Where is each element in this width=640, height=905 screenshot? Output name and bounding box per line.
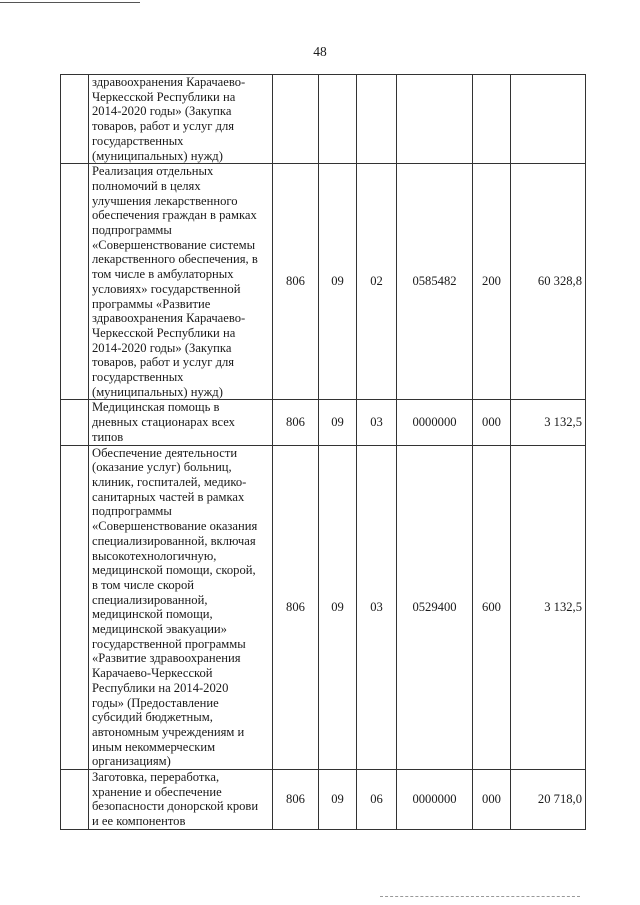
expense-type-cell: 600 bbox=[473, 445, 511, 769]
target-article-cell bbox=[397, 75, 473, 164]
description-line: Республики на 2014-2020 bbox=[92, 680, 229, 695]
section-cell bbox=[319, 75, 357, 164]
budget-code-cell: 806 bbox=[273, 400, 319, 445]
description-line: том числе в амбулаторных bbox=[92, 267, 234, 282]
description-line: Черкесской Республики на bbox=[92, 89, 236, 104]
description-line: Заготовка, переработка, bbox=[92, 770, 220, 785]
table-body bbox=[61, 75, 586, 830]
subsection-cell bbox=[357, 75, 397, 164]
description-line: организациям) bbox=[92, 754, 171, 769]
description-cell bbox=[89, 164, 273, 400]
description-cell bbox=[89, 770, 273, 830]
description-line: дневных стационарах всех bbox=[92, 415, 235, 430]
description-line: медицинской эвакуации» bbox=[92, 622, 227, 637]
subsection-cell: 03 bbox=[357, 445, 397, 769]
amount-cell: 3 132,5 bbox=[511, 445, 586, 769]
row-number-cell bbox=[61, 400, 89, 445]
target-article-cell: 0000000 bbox=[397, 400, 473, 445]
description-line: годы» (Предоставление bbox=[92, 695, 219, 710]
description-line: здравоохранения Карачаево- bbox=[92, 311, 246, 326]
amount-cell: 60 328,8 bbox=[511, 164, 586, 400]
description-line: «Совершенствование оказания bbox=[92, 519, 258, 534]
amount-cell: 3 132,5 bbox=[511, 400, 586, 445]
budget-code-cell: 806 bbox=[273, 445, 319, 769]
description-line: 2014-2020 годы» (Закупка bbox=[92, 104, 232, 119]
description-line: санитарных частей в рамках bbox=[92, 489, 245, 504]
description-line: 2014-2020 годы» (Закупка bbox=[92, 340, 232, 355]
table-row bbox=[61, 400, 586, 445]
description-line: здравоохранения Карачаево- bbox=[92, 75, 246, 89]
description-line: лекарственного обеспечения, в bbox=[92, 252, 258, 267]
expense-type-cell: 000 bbox=[473, 770, 511, 830]
description-line: субсидий бюджетным, bbox=[92, 710, 213, 725]
section-cell: 09 bbox=[319, 164, 357, 400]
description-cell bbox=[89, 400, 273, 445]
amount-cell bbox=[511, 75, 586, 164]
scan-bottom-mark bbox=[380, 896, 580, 897]
budget-table bbox=[60, 74, 586, 830]
description-line: Реализация отдельных bbox=[92, 164, 214, 179]
table-row bbox=[61, 75, 586, 164]
subsection-cell: 02 bbox=[357, 164, 397, 400]
description-line: подпрограммы bbox=[92, 504, 172, 519]
description-line: специализированной, включая bbox=[92, 533, 256, 548]
target-article-cell: 0585482 bbox=[397, 164, 473, 400]
page-number: 48 bbox=[313, 44, 327, 59]
description-line: государственной программы bbox=[92, 636, 246, 651]
description-line: (оказание услуг) больниц, bbox=[92, 460, 232, 475]
table-row bbox=[61, 770, 586, 830]
row-number-cell bbox=[61, 445, 89, 769]
description-cell bbox=[89, 445, 273, 769]
description-line: государственных bbox=[92, 370, 184, 385]
budget-code-cell: 806 bbox=[273, 770, 319, 830]
expense-type-cell: 000 bbox=[473, 400, 511, 445]
amount-cell: 20 718,0 bbox=[511, 770, 586, 830]
subsection-cell: 06 bbox=[357, 770, 397, 830]
description-line: государственных bbox=[92, 133, 184, 148]
row-number-cell bbox=[61, 164, 89, 400]
target-article-cell: 0000000 bbox=[397, 770, 473, 830]
description-line: в том числе скорой bbox=[92, 577, 194, 592]
description-line: (муниципальных) нужд) bbox=[92, 148, 223, 163]
description-line: высокотехнологичную, bbox=[92, 548, 217, 563]
section-cell: 09 bbox=[319, 400, 357, 445]
description-line: улучшения лекарственного bbox=[92, 193, 238, 208]
description-line: подпрограммы bbox=[92, 223, 172, 238]
target-article-cell: 0529400 bbox=[397, 445, 473, 769]
budget-code-cell bbox=[273, 75, 319, 164]
description-line: и ее компонентов bbox=[92, 814, 186, 829]
description-line: хранение и обеспечение bbox=[92, 784, 222, 799]
description-line: Черкесской Республики на bbox=[92, 325, 236, 340]
table-row bbox=[61, 164, 586, 400]
section-cell: 09 bbox=[319, 770, 357, 830]
section-cell: 09 bbox=[319, 445, 357, 769]
description-line: программы «Развитие bbox=[92, 296, 211, 311]
scan-corner-mark bbox=[0, 2, 140, 3]
description-line: специализированной, bbox=[92, 592, 208, 607]
description-line: иным некоммерческим bbox=[92, 739, 216, 754]
description-line: условиях» государственной bbox=[92, 281, 241, 296]
budget-code-cell: 806 bbox=[273, 164, 319, 400]
description-line: автономным учреждениям и bbox=[92, 724, 245, 739]
row-number-cell bbox=[61, 770, 89, 830]
description-line: (муниципальных) нужд) bbox=[92, 384, 223, 399]
description-line: Карачаево-Черкесской bbox=[92, 666, 213, 681]
description-cell bbox=[89, 75, 273, 164]
description-line: товаров, работ и услуг для bbox=[92, 119, 235, 134]
description-line: типов bbox=[92, 429, 124, 444]
description-line: Медицинская помощь в bbox=[92, 400, 220, 415]
expense-type-cell: 200 bbox=[473, 164, 511, 400]
description-line: безопасности донорской крови bbox=[92, 799, 259, 814]
description-line: товаров, работ и услуг для bbox=[92, 355, 235, 370]
row-number-cell bbox=[61, 75, 89, 164]
subsection-cell: 03 bbox=[357, 400, 397, 445]
description-line: обеспечения граждан в рамках bbox=[92, 208, 257, 223]
description-line: клиник, госпиталей, медико- bbox=[92, 474, 247, 489]
description-line: «Совершенствование системы bbox=[92, 237, 256, 252]
table-row bbox=[61, 445, 586, 769]
expense-type-cell bbox=[473, 75, 511, 164]
description-line: «Развитие здравоохранения bbox=[92, 651, 241, 666]
description-line: полномочий в целях bbox=[92, 178, 201, 193]
description-line: медицинской помощи, скорой, bbox=[92, 563, 256, 578]
description-line: медицинской помощи, bbox=[92, 607, 213, 622]
description-line: Обеспечение деятельности bbox=[92, 445, 238, 460]
